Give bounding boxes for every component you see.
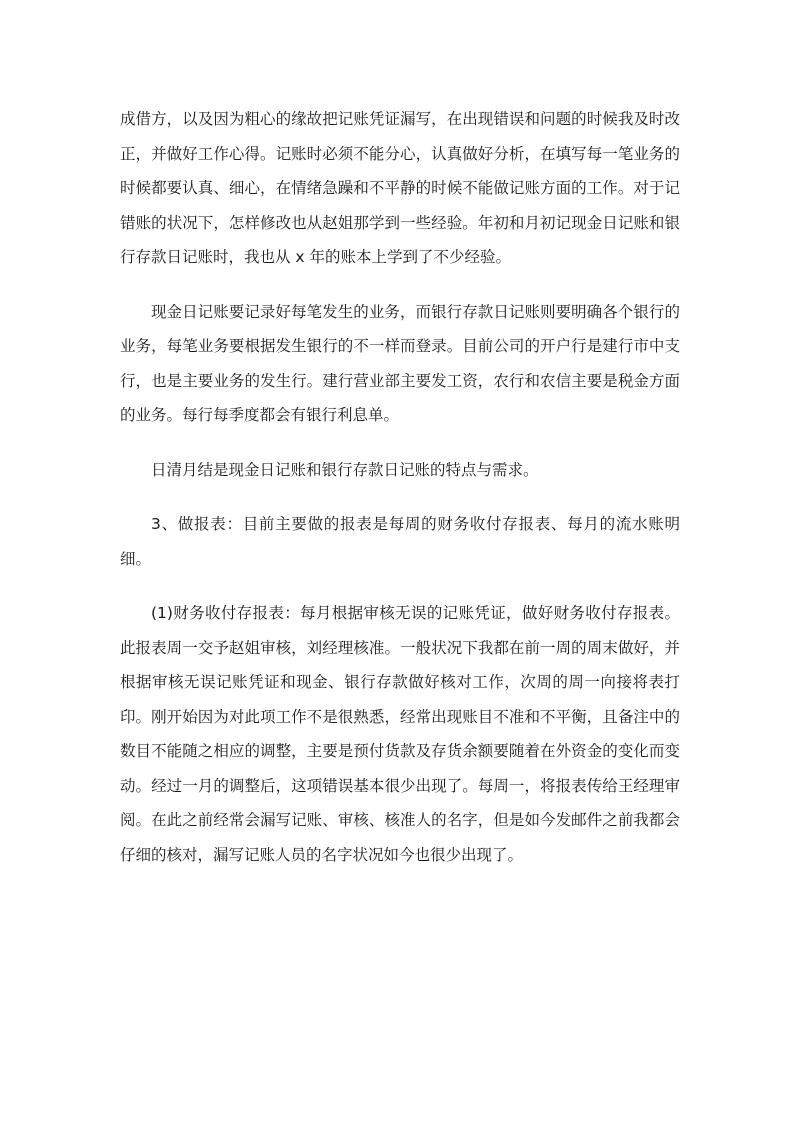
document-body: [120, 102, 680, 892]
paragraph-daily-settlement: 日清月结是现金日记账和银行存款日记账的特点与需求。: [151, 460, 539, 479]
paragraph-record-errors: 成借方，以及因为粗心的缘故把记账凭证漏写，在出现错误和问题的时候我及时改正，并做好工作心得。记账时必须不能分心，认真做好分析，在填写每一笔业务的时候都要认真、细心，在情绪急躁和不平静的时候不能做记账方面的工作。对于记错账的状况下，怎样修改也从赵姐那学到一些经验。年初和月初记现金日记账和银行存款日记账时，我也从 x 年的账本上学到了不少经验。: [120, 110, 680, 266]
paragraph-finance-report: (1)财务收付存报表：每月根据审核无误的记账凭证，做好财务收付存报表。此报表周一交予赵姐审核，刘经理核准。一般状况下我都在前一周的周末做好，并根据审核无误记账凭证和现金、银行存款做好核对工作，次周的周一向接将表打印。刚开始因为对此项工作不是很熟悉，经常出现账目不准和不平衡，且备注中的数目不能随之相应的调整，主要是预付货款及存货余额要随着在外资金的变化而变动。经过一月的调整后，这项错误基本很少出现了。每周一，将报表传给王经理审阅。在此之前经常会漏写记账、审核、核准人的名字，但是如今发邮件之前我都会仔细的核对，漏写记账人员的名字状况如今也很少出现了。: [120, 604, 680, 864]
paragraph-cash-journal: 现金日记账要记录好每笔发生的业务，而银行存款日记账则要明确各个银行的业务，每笔业务要根据发生银行的不一样而登录。目前公司的开户行是建行市中支行，也是主要业务的发生行。建行营业部主要发工资，农行和农信主要是税金方面的业务。每行每季度都会有银行利息单。: [120, 302, 680, 424]
paragraph-reports-heading: 3、做报表：目前主要做的报表是每周的财务收付存报表、每月的流水账明细。: [120, 515, 680, 568]
